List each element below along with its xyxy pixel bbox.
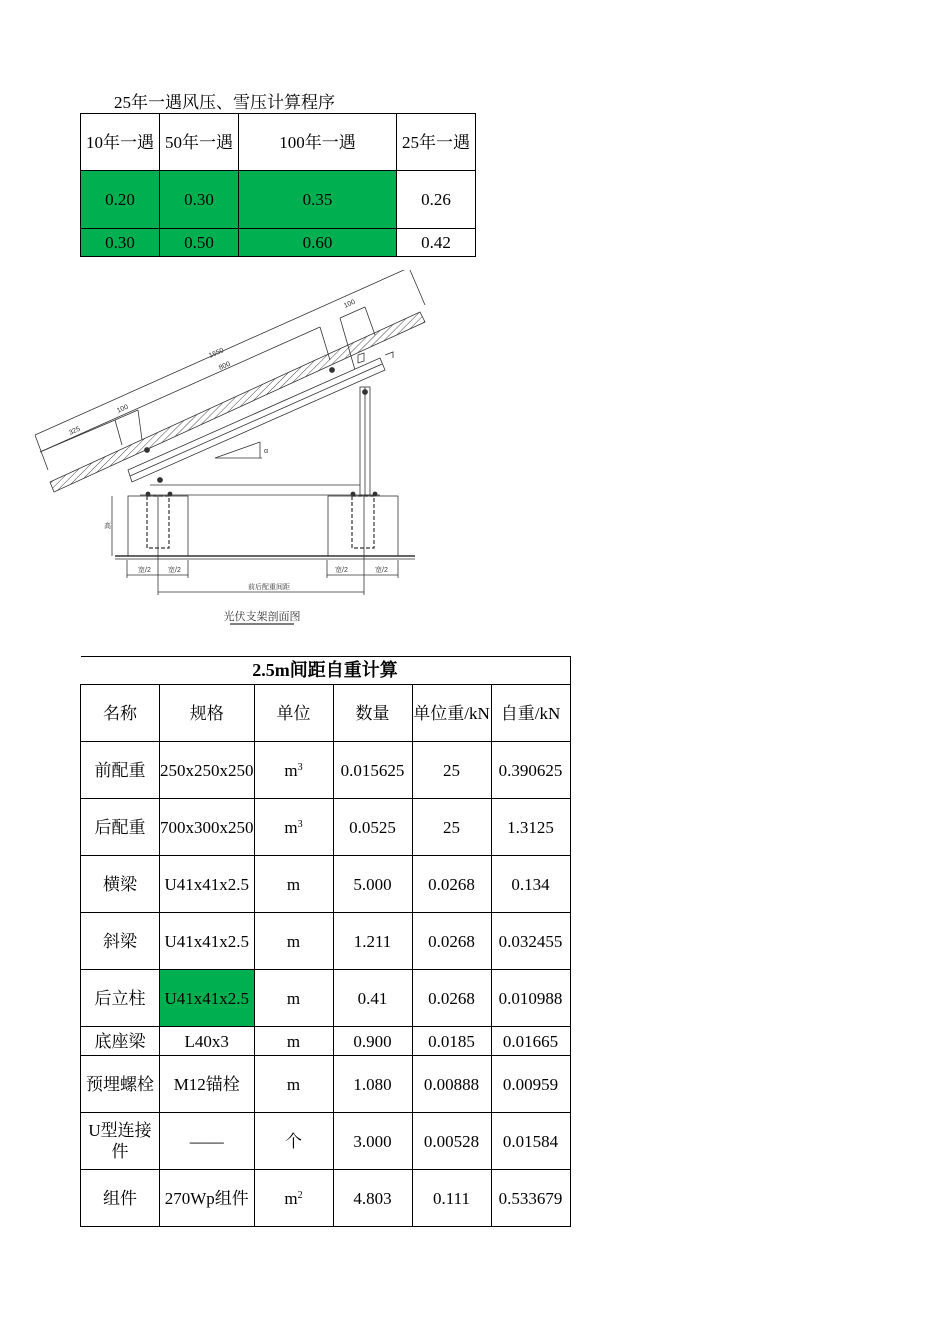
cell-qty[interactable]: 4.803 [333,1170,412,1227]
cell-unit[interactable]: m [254,1056,333,1113]
cell-unit[interactable]: $m^2$ [254,1170,333,1227]
cell[interactable]: 0.35 [239,171,397,229]
cell-weight[interactable]: 0.533679 [491,1170,570,1227]
cell-unit-weight[interactable]: 0.111 [412,1170,491,1227]
cell-qty[interactable]: 0.900 [333,1027,412,1056]
cell-unit[interactable]: $m^3$ [254,742,333,799]
cell-weight[interactable]: 0.00959 [491,1056,570,1113]
cell-weight[interactable]: 0.032455 [491,913,570,970]
cell-weight[interactable]: 1.3125 [491,799,570,856]
snow-pressure-row [81,229,476,257]
cell-qty[interactable]: 3.000 [333,1113,412,1170]
cell-qty[interactable]: 0.0525 [333,799,412,856]
cell-unit-weight[interactable]: 25 [412,742,491,799]
angle-alpha: α [264,448,269,455]
cell[interactable]: 0.60 [239,229,397,257]
dim-100-left: 100 [115,403,130,415]
cell-unit-weight[interactable]: 0.00888 [412,1056,491,1113]
cell-name[interactable]: 前配重 [81,742,160,799]
table-row [81,742,571,799]
cell-name[interactable]: 后立柱 [81,970,160,1027]
dim-half-width-2: 宽/2 [168,567,181,574]
pv-bracket-section-drawing [30,270,430,630]
cell[interactable]: 0.26 [397,171,476,229]
table-row [81,1056,571,1113]
weight-header-row [81,685,571,742]
cell-spec[interactable]: 700x300x250 [160,799,255,856]
cell-weight[interactable]: 0.01665 [491,1027,570,1056]
header-spec: 规格 [160,685,255,742]
self-weight-table [80,656,571,1227]
cell-name[interactable]: 底座梁 [81,1027,160,1056]
cell-unit-weight[interactable]: 0.0185 [412,1027,491,1056]
table-row [81,856,571,913]
cell-unit[interactable]: $m^3$ [254,799,333,856]
program-caption: 25年一遇风压、雪压计算程序 [114,93,335,112]
cell-spec[interactable]: M12锚栓 [160,1056,255,1113]
header-10yr: 10年一遇 [81,114,160,171]
wind-snow-pressure-table [80,113,476,257]
cell[interactable]: 0.42 [397,229,476,257]
header-unit-weight: 单位重/kN [412,685,491,742]
cell-unit[interactable]: m [254,1027,333,1056]
cell-qty[interactable]: 5.000 [333,856,412,913]
table-row [81,799,571,856]
cell-qty[interactable]: 0.41 [333,970,412,1027]
cell-spec[interactable]: 250x250x250 [160,742,255,799]
cell-unit[interactable]: m [254,856,333,913]
table-row [81,970,571,1027]
cell-qty[interactable]: 1.080 [333,1056,412,1113]
cell-unit[interactable]: 个 [254,1113,333,1170]
cell-qty[interactable]: 0.015625 [333,742,412,799]
cell-spec[interactable]: L40x3 [160,1027,255,1056]
cell-spec-highlighted[interactable]: U41x41x2.5 [160,970,255,1027]
cell-unit-weight[interactable]: 0.0268 [412,913,491,970]
header-25yr: 25年一遇 [397,114,476,171]
dim-spacing: 前后配重间距 [248,584,290,591]
wind-pressure-row [81,171,476,229]
header-unit: 单位 [254,685,333,742]
dim-100-right: 100 [342,298,357,310]
cell-unit-weight[interactable]: 25 [412,799,491,856]
dim-325: 325 [67,425,82,437]
cell-unit-weight[interactable]: 0.0268 [412,970,491,1027]
weight-table-title-row [81,657,571,685]
cell-spec[interactable]: U41x41x2.5 [160,856,255,913]
cell-weight[interactable]: 0.01584 [491,1113,570,1170]
dim-half-width-1: 宽/2 [138,567,151,574]
cell[interactable]: 0.20 [81,171,160,229]
cell-weight[interactable]: 0.010988 [491,970,570,1027]
cell-unit[interactable]: m [254,913,333,970]
dim-800: 800 [217,360,232,372]
cell-name[interactable]: 组件 [81,1170,160,1227]
table-row [81,1027,571,1056]
cell-name[interactable]: 横梁 [81,856,160,913]
header-50yr: 50年一遇 [160,114,239,171]
cell-weight[interactable]: 0.390625 [491,742,570,799]
cell-spec[interactable]: 270Wp组件 [160,1170,255,1227]
dim-1650: 1650 [207,347,226,360]
cell-spec[interactable]: —— [160,1113,255,1170]
header-weight: 自重/kN [491,685,570,742]
cell-name[interactable]: 后配重 [81,799,160,856]
pressure-header-row [81,114,476,171]
cell-unit-weight[interactable]: 0.0268 [412,856,491,913]
header-100yr: 100年一遇 [239,114,397,171]
dim-half-width-3: 宽/2 [335,567,348,574]
cell-unit-weight[interactable]: 0.00528 [412,1113,491,1170]
cell-name[interactable]: 预埋螺栓 [81,1056,160,1113]
header-name: 名称 [81,685,160,742]
weight-table-title: 2.5m间距自重计算 [81,657,571,685]
header-qty: 数量 [333,685,412,742]
table-row [81,1170,571,1227]
cell-unit[interactable]: m [254,970,333,1027]
table-row [81,913,571,970]
dim-half-width-4: 宽/2 [375,567,388,574]
cell[interactable]: 0.30 [160,171,239,229]
dim-height: 高 [104,523,111,530]
drawing-title: 光伏支架剖面图 [223,611,301,623]
cell-spec[interactable]: U41x41x2.5 [160,913,255,970]
cell-name[interactable]: 斜梁 [81,913,160,970]
cell-name[interactable]: U型连接件 [81,1113,160,1170]
cell[interactable]: 0.30 [81,229,160,257]
cell-qty[interactable]: 1.211 [333,913,412,970]
cell[interactable]: 0.50 [160,229,239,257]
table-row [81,1113,571,1170]
cell-weight[interactable]: 0.134 [491,856,570,913]
